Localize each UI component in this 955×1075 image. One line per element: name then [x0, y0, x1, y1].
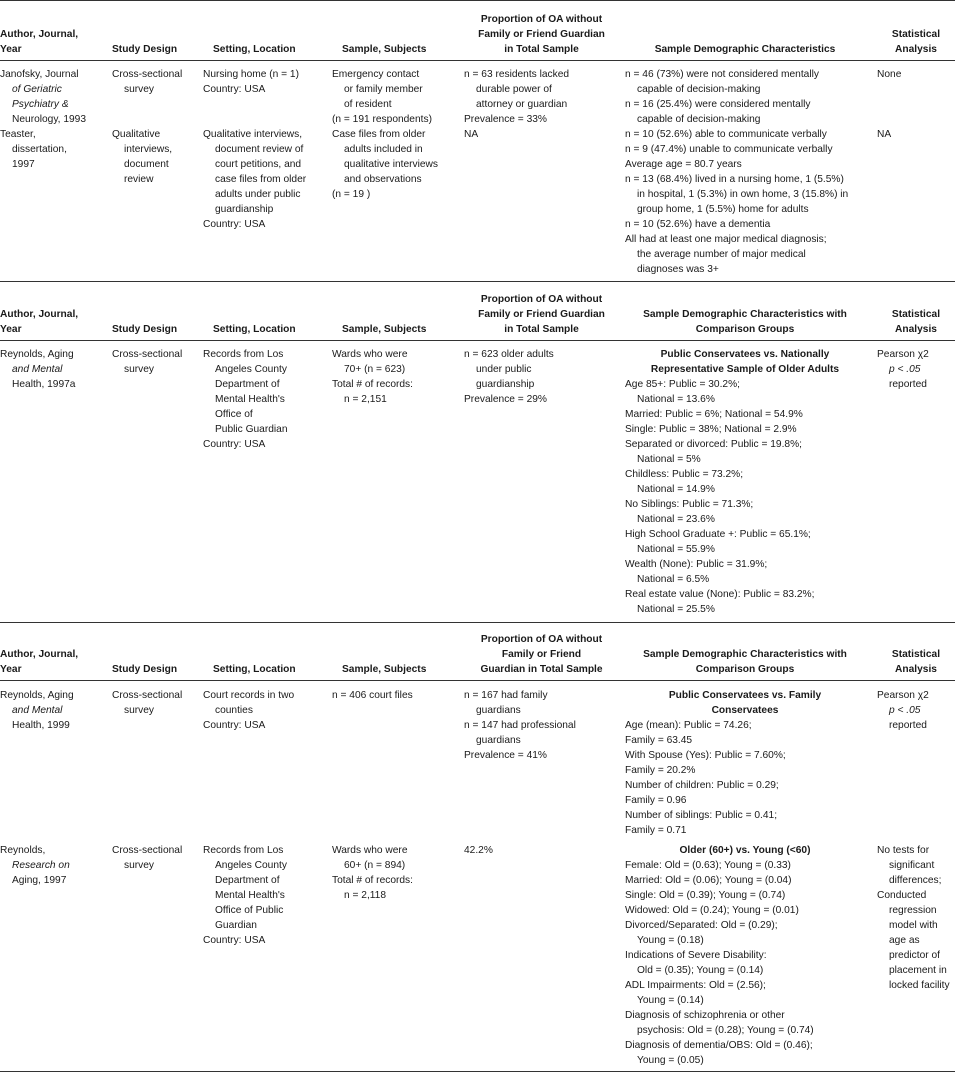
proportion-cell: n = 167 had family guardians n = 147 had professional guardians Prevalence = 41%	[464, 690, 576, 761]
header-demographics: Sample Demographic Characteristics	[654, 44, 836, 55]
comparison-heading: Public Conservatees vs. Family Conservatees	[668, 690, 822, 716]
proportion-cell: NA	[464, 129, 479, 140]
header-proportion: Proportion of OA without Family or Friend Guardian in Total Sample	[478, 294, 605, 335]
sample-cell: Case files from older adults included in qualitative interviews and observations (n = 19 )	[332, 129, 438, 200]
sample-cell: Emergency contact or family member of resident (n = 191 respondents)	[332, 69, 432, 125]
design-cell: Cross-sectional survey	[112, 69, 183, 95]
header-setting: Setting, Location	[213, 664, 296, 675]
analysis-cell: Pearson χ2 p < .05 reported	[877, 690, 929, 731]
header-proportion: Proportion of OA without Family or Friend Guardian in Total Sample	[478, 14, 605, 55]
author-cell: Reynolds, Aging and Mental Health, 1999	[0, 690, 74, 731]
header-setting: Setting, Location	[213, 324, 296, 335]
header-analysis: Statistical Analysis	[891, 29, 941, 55]
header-sample: Sample, Subjects	[342, 664, 427, 675]
analysis-cell: Pearson χ2 p < .05 reported	[877, 349, 929, 390]
demographics-cell: Public Conservatees vs. Nationally Representative Sample of Older Adults Age 85+: Public = 30.2%; National = 13.6% Married: Public = 6%; National = 54.9% Single: Public = 38%; National = 2.9% Separated or divorced: Public = 19.8%; National = 5% Childless: Public = 73.2%; National = 14.9% No Siblings: Public = 71.3%; National = 23.6% High School Graduate +: Public = 65.1%; National = 55.9% Wealth (None): Public = 31.9%; National = 6.5% Real estate value (None): Public = 83.2%; National = 25.5%	[625, 347, 865, 617]
header-design: Study Design	[112, 324, 178, 335]
author-cell: Reynolds, Research on Aging, 1997	[0, 845, 70, 886]
analysis-cell: No tests for significant differences; Conducted regression model with age as predictor of placement in locked facility	[877, 845, 950, 991]
demographics-cell: n = 46 (73%) were not considered mentally capable of decision-making n = 16 (25.4%) were considered mentally capable of decision-making	[625, 69, 819, 125]
design-cell: Cross-sectional survey	[112, 845, 183, 871]
header-analysis: Statistical Analysis	[891, 309, 941, 335]
header-proportion: Proportion of OA without Family or Friend Guardian in Total Sample	[480, 634, 603, 675]
proportion-cell: 42.2%	[464, 845, 493, 856]
author-cell: Janofsky, Journal of Geriatric Psychiatry & Neurology, 1993	[0, 69, 87, 125]
author-cell: Teaster, dissertation, 1997	[0, 129, 67, 170]
setting-cell: Records from Los Angeles County Department of Mental Health's Office of Public Guardian Country: USA	[203, 349, 288, 450]
header-author: Author, Journal, Year	[0, 649, 79, 675]
header-author: Author, Journal, Year	[0, 309, 79, 335]
header-setting: Setting, Location	[213, 44, 296, 55]
analysis-cell: NA	[877, 129, 892, 140]
header-author: Author, Journal, Year	[0, 29, 79, 55]
setting-cell: Nursing home (n = 1) Country: USA	[203, 69, 299, 95]
header-sample: Sample, Subjects	[342, 324, 427, 335]
comparison-heading: Older (60+) vs. Young (<60)	[679, 845, 811, 856]
analysis-cell: None	[877, 69, 902, 80]
proportion-cell: n = 623 older adults under public guardianship Prevalence = 29%	[464, 349, 554, 405]
setting-cell: Court records in two counties Country: USA	[203, 690, 295, 731]
sample-cell: n = 406 court files	[332, 690, 413, 701]
author-cell: Reynolds, Aging and Mental Health, 1997a	[0, 349, 76, 390]
section-rule	[0, 282, 955, 623]
header-sample: Sample, Subjects	[342, 44, 427, 55]
header-demographics: Sample Demographic Characteristics with Comparison Groups	[643, 309, 847, 335]
proportion-cell: n = 63 residents lacked durable power of attorney or guardian Prevalence = 33%	[464, 69, 570, 125]
demographics-cell: Older (60+) vs. Young (<60) Female: Old = (0.63); Young = (0.33) Married: Old = (0.06); Young = (0.04) Single: Old = (0.39); Young = (0.74) Widowed: Old = (0.24); Young = (0.01) Divorced/Separated: Old = (0.29); Young = (0.18) Indications of Severe Disability: Old = (0.35); Young = (0.14) ADL Impairments: Old = (2.56); Young = (0.14) Diagnosis of schizophrenia or other psychosis: Old = (0.28); Young = (0.74) Diagnosis of dementia/OBS: Old = (0.46); Young = (0.05)	[625, 843, 865, 1068]
setting-cell: Records from Los Angeles County Department of Mental Health's Office of Public Guardian Country: USA	[203, 845, 287, 946]
setting-cell: Qualitative interviews, document review of court petitions, and case files from older adults under public guardianship Country: USA	[203, 129, 307, 230]
header-demographics: Sample Demographic Characteristics with Comparison Groups	[643, 649, 847, 675]
demographics-cell: n = 10 (52.6%) able to communicate verbally n = 9 (47.4%) unable to communicate verbally Average age = 80.7 years n = 13 (68.4%) lived in a nursing home, 1 (5.5%) in hospital, 1 (5.3%) in own home, 3 (15.8%) in group home, 1 (5.5%) home for adults n = 10 (52.6%) have a dementia All had at least one major medical diagnosis; the average number of major medical diagnoses was 3+	[625, 129, 849, 275]
header-analysis: Statistical Analysis	[891, 649, 941, 675]
design-cell: Qualitative interviews, document review	[112, 129, 173, 185]
design-cell: Cross-sectional survey	[112, 349, 183, 375]
header-design: Study Design	[112, 664, 178, 675]
comparison-heading: Public Conservatees vs. Nationally Representative Sample of Older Adults	[650, 349, 840, 375]
header-design: Study Design	[112, 44, 178, 55]
section-rule	[0, 623, 955, 1072]
section-rule	[0, 0, 955, 282]
design-cell: Cross-sectional survey	[112, 690, 183, 716]
demographics-cell: Public Conservatees vs. Family Conservatees Age (mean): Public = 74.26; Family = 63.45 With Spouse (Yes): Public = 7.60%; Family = 20.2% Number of children: Public = 0.29; Family = 0.96 Number of siblings: Public = 0.41; Family = 0.71	[625, 688, 865, 838]
sample-cell: Wards who were 70+ (n = 623) Total # of records: n = 2,151	[332, 349, 413, 405]
sample-cell: Wards who were 60+ (n = 894) Total # of records: n = 2,118	[332, 845, 413, 901]
